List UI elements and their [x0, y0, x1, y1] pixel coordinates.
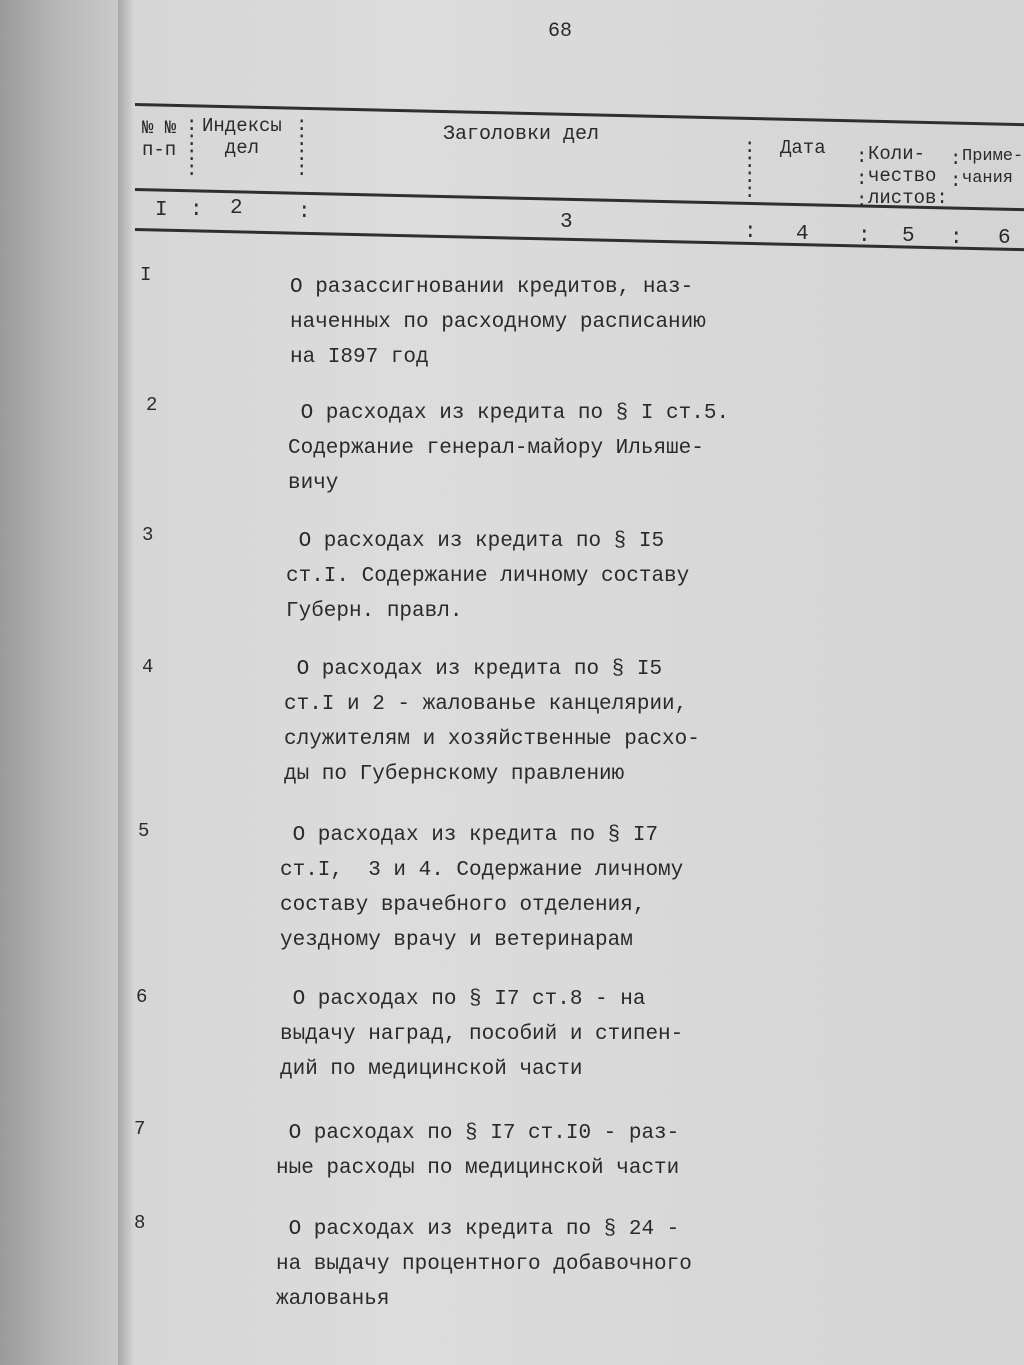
colon: : [950, 227, 963, 250]
row-number: 4 [142, 656, 154, 678]
colon-dots: : : : [856, 146, 868, 212]
colon-dots: : : [950, 148, 962, 192]
header-col-date: Дата [780, 137, 826, 159]
header-col-sheets: Коли- чество листов: [868, 143, 948, 209]
row-title: О расходах по § I7 ст.8 - на выдачу наград, пособий и стипен- дий по медицинской части [280, 988, 684, 1081]
col-num-1: I [155, 199, 168, 222]
row-number: 6 [136, 986, 148, 1008]
row-title: О разассигновании кредитов, наз- наченных по расходному расписанию на I897 год [290, 276, 706, 369]
col-num-2: 2 [230, 197, 243, 220]
row-number: I [140, 264, 152, 286]
page-number: 68 [548, 20, 573, 43]
colon: : [858, 225, 871, 248]
colon: : [744, 221, 757, 244]
header-index-label: Индексы дел [202, 115, 282, 159]
col-num-3: 3 [560, 211, 573, 234]
row-title: О расходах из кредита по § I ст.5. Содержание генерал-майору Ильяше- вичу [288, 402, 730, 495]
row-title: О расходах по § I7 ст.I0 - раз- ные расходы по медицинской части [276, 1122, 680, 1180]
colon-dots: : : : : [186, 114, 198, 181]
colon: : [190, 199, 203, 222]
row-title: О расходах из кредита по § I5 ст.I. Содержание личному составу Губерн. правл. [286, 530, 690, 623]
col-num-5: 5 [902, 225, 915, 248]
numbering-divider-rule [135, 225, 1024, 251]
header-col-notes: Приме- чания [962, 147, 1024, 188]
header-col-titles: Заголовки дел [443, 123, 600, 146]
row-title: О расходах из кредита по § I5 ст.I и 2 - жалованье канцелярии, служителям и хозяйственные расхо- ды по Губернскому правлению [284, 658, 700, 786]
row-number: 8 [134, 1212, 146, 1234]
colon-dots: : : : : [744, 136, 756, 203]
row-title: О расходах из кредита по § 24 - на выдачу процентного добавочного жалованья [276, 1218, 692, 1311]
col-num-6: 6 [998, 227, 1011, 250]
row-number: 5 [138, 820, 150, 842]
col-num-4: 4 [796, 223, 809, 246]
row-number: 2 [146, 394, 158, 416]
colon: : [298, 201, 311, 224]
page-binding-edge [118, 0, 132, 1365]
row-title: О расходах из кредита по § I7 ст.I, 3 и 4. Содержание личному составу врачебного отделения, уездному врачу и ветеринарам [280, 824, 684, 952]
row-number: 3 [142, 524, 154, 546]
header-col-number: № № п-п [142, 117, 177, 161]
row-number: 7 [134, 1118, 146, 1140]
colon-dots: : : : : [296, 114, 308, 181]
